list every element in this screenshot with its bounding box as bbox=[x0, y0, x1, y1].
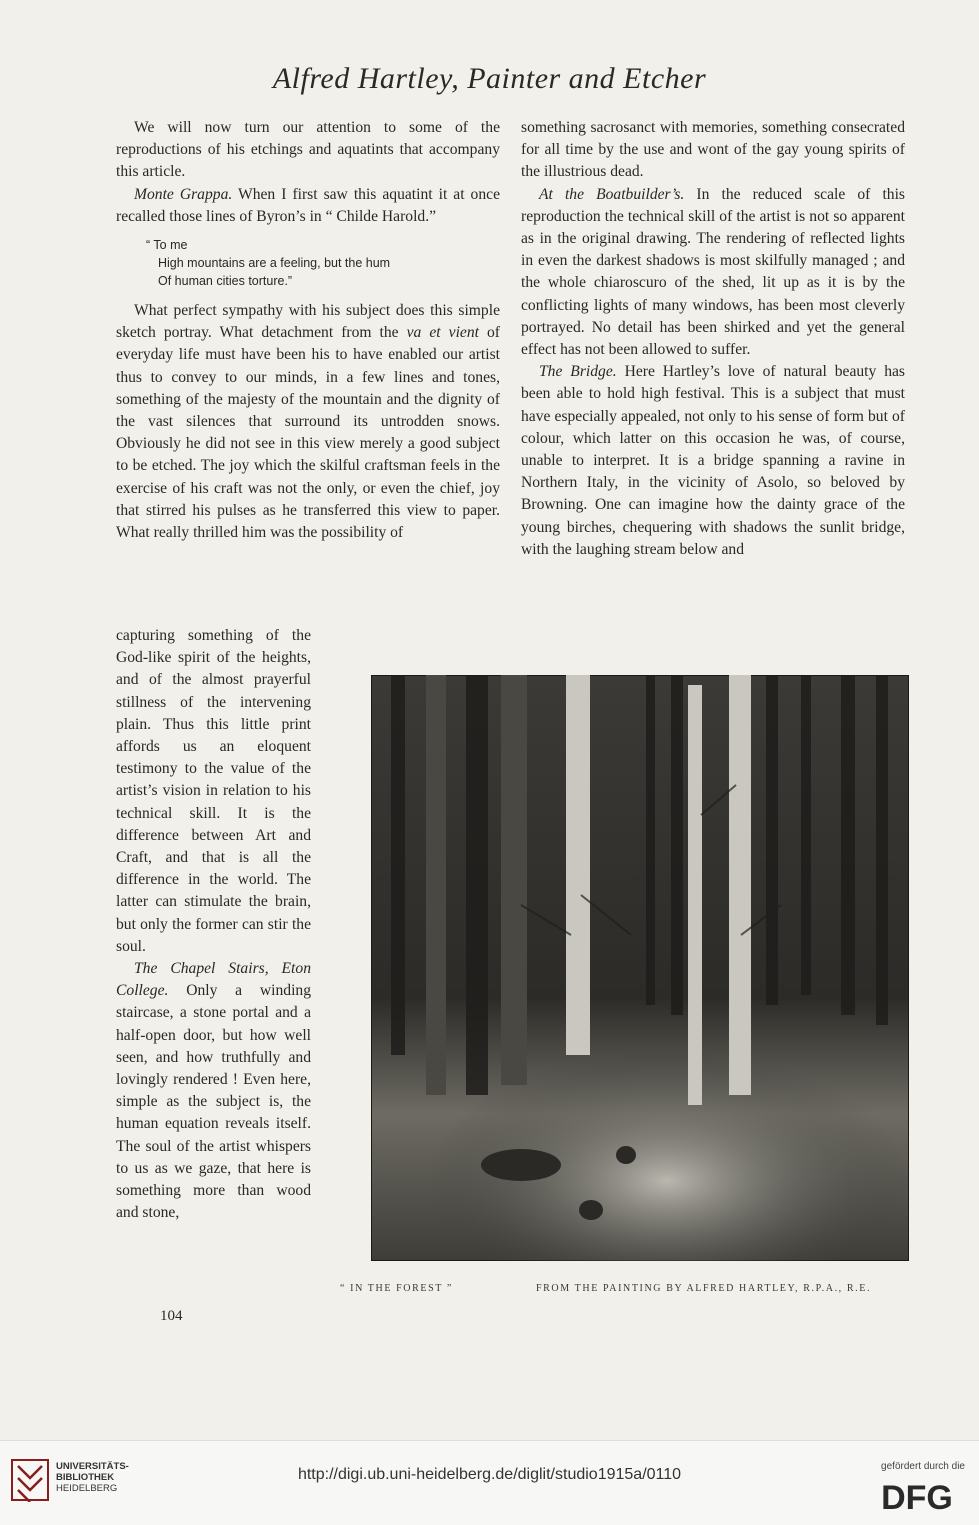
paragraph-body: Only a winding staircase, a stone portal and a half-open door, but how well seen, and how truthfully and lovingly rendered ! Even here, simple as the subject is, the human equation reveals itself. The soul of the artist whispers to us as we gaze, that here is something more than wood and stone, bbox=[116, 982, 311, 1222]
footer-bar bbox=[0, 1440, 979, 1525]
caption-title: “ IN THE FOREST ” bbox=[340, 1283, 453, 1294]
dfg-logo-icon bbox=[869, 1477, 965, 1517]
paragraph-body: What perfect sympathy with his subject does this simple sketch portray. What detachment from the bbox=[116, 302, 500, 342]
forest-painting-image bbox=[371, 675, 909, 1261]
verse-line: Of human cities torture.” bbox=[158, 274, 293, 289]
paragraph bbox=[116, 300, 500, 544]
verse-line: High mountains are a feeling, but the hum bbox=[158, 256, 391, 271]
paragraph bbox=[116, 184, 500, 228]
verse-line: “ To me bbox=[146, 238, 188, 253]
right-column bbox=[521, 117, 905, 561]
page-number: 104 bbox=[160, 1308, 183, 1324]
artwork-title: The Chapel Stairs, Eton College. bbox=[116, 960, 311, 1000]
narrow-column bbox=[116, 625, 311, 1224]
artwork-title: The Bridge. bbox=[539, 363, 617, 381]
paragraph bbox=[521, 361, 905, 561]
verse-quote bbox=[146, 236, 500, 290]
paragraph-body: Here Hartley’s love of natural beauty has been able to hold high festival. This is a subject that must have especially appealed, not only to his sense of form but of colour, which latter on this occasion he was, of course, unable to interpret. It is a bridge spanning a ravine in Northern Italy, in the vicinity of Asolo, so beloved by Browning. One can imagine how the dainty grace of the young birches, chequering with shadows the sunlit bridge, with the laughing stream below and bbox=[521, 363, 905, 558]
phrase-italic: va et vient bbox=[406, 324, 479, 342]
paragraph bbox=[521, 184, 905, 362]
paragraph: something sacrosanct with memories, something consecrated for all time by the use and wont of the gay young spirits of the illustrious dead. bbox=[521, 119, 905, 181]
paragraph: We will now turn our attention to some of the reproductions of his etchings and aquatints that accompany this article. bbox=[116, 119, 500, 181]
library-name-line: HEIDELBERG bbox=[56, 1483, 118, 1494]
paragraph bbox=[116, 958, 311, 1224]
dfg-logo-text: DFG bbox=[881, 1479, 953, 1517]
paragraph-body: In the reduced scale of this reproduction the technical skill of the artist is not so apparent as in the original drawing. The rendering of reflected lights in even the darkest shadows is most skilfully managed ; and the whole chiaroscuro of the shed, lit up as it is by the conflicting lights of many windows, has been most cleverly portrayed. No detail has been shirked and yet the general effect has not been allowed to suffer. bbox=[521, 185, 905, 359]
paragraph: capturing something of the God-like spirit of the heights, and of the almost prayerful stillness of the intervening plain. Thus this little print affords us an eloquent testimony to the value of the artist’s vision in relation to his technical skill. It is the difference between Art and Craft, and that is all the difference in the world. The latter can stimulate the brain, but only the former can stir the soul. bbox=[116, 627, 311, 955]
left-column bbox=[116, 117, 500, 544]
caption-credit: FROM THE PAINTING BY ALFRED HARTLEY, R.P.A., R.E. bbox=[536, 1283, 872, 1294]
library-name-line: BIBLIOTHEK bbox=[56, 1472, 115, 1483]
source-url-link[interactable]: http://digi.ub.uni-heidelberg.de/diglit/studio1915a/0110 bbox=[297, 1466, 682, 1483]
artwork-title: At the Boatbuilder’s. bbox=[539, 185, 685, 203]
paragraph-body: of everyday life must have been his to have enabled our artist thus to convey to our minds, in a few lines and tones, something of the majesty of the mountain and the dignity of the vast silences that surround its untrodden snows. Obviously he did not see in this view merely a good subject to be etched. The joy which the skilful craftsman feels in the exercise of his craft was not the only, or even the chief, joy that stirred his pulses as he transferred this view to paper. What really thrilled him was the possibility of bbox=[116, 324, 501, 542]
funded-by-label: gefördert durch die bbox=[881, 1461, 965, 1472]
paragraph-body: When I first saw this aquatint it at once recalled those lines of Byron’s in “ Childe Harold.” bbox=[116, 185, 500, 225]
running-header: Alfred Hartley, Painter and Etcher bbox=[272, 62, 707, 95]
library-name-line: UNIVERSITÄTS- bbox=[56, 1461, 129, 1472]
artwork-title: Monte Grappa. bbox=[134, 185, 233, 203]
